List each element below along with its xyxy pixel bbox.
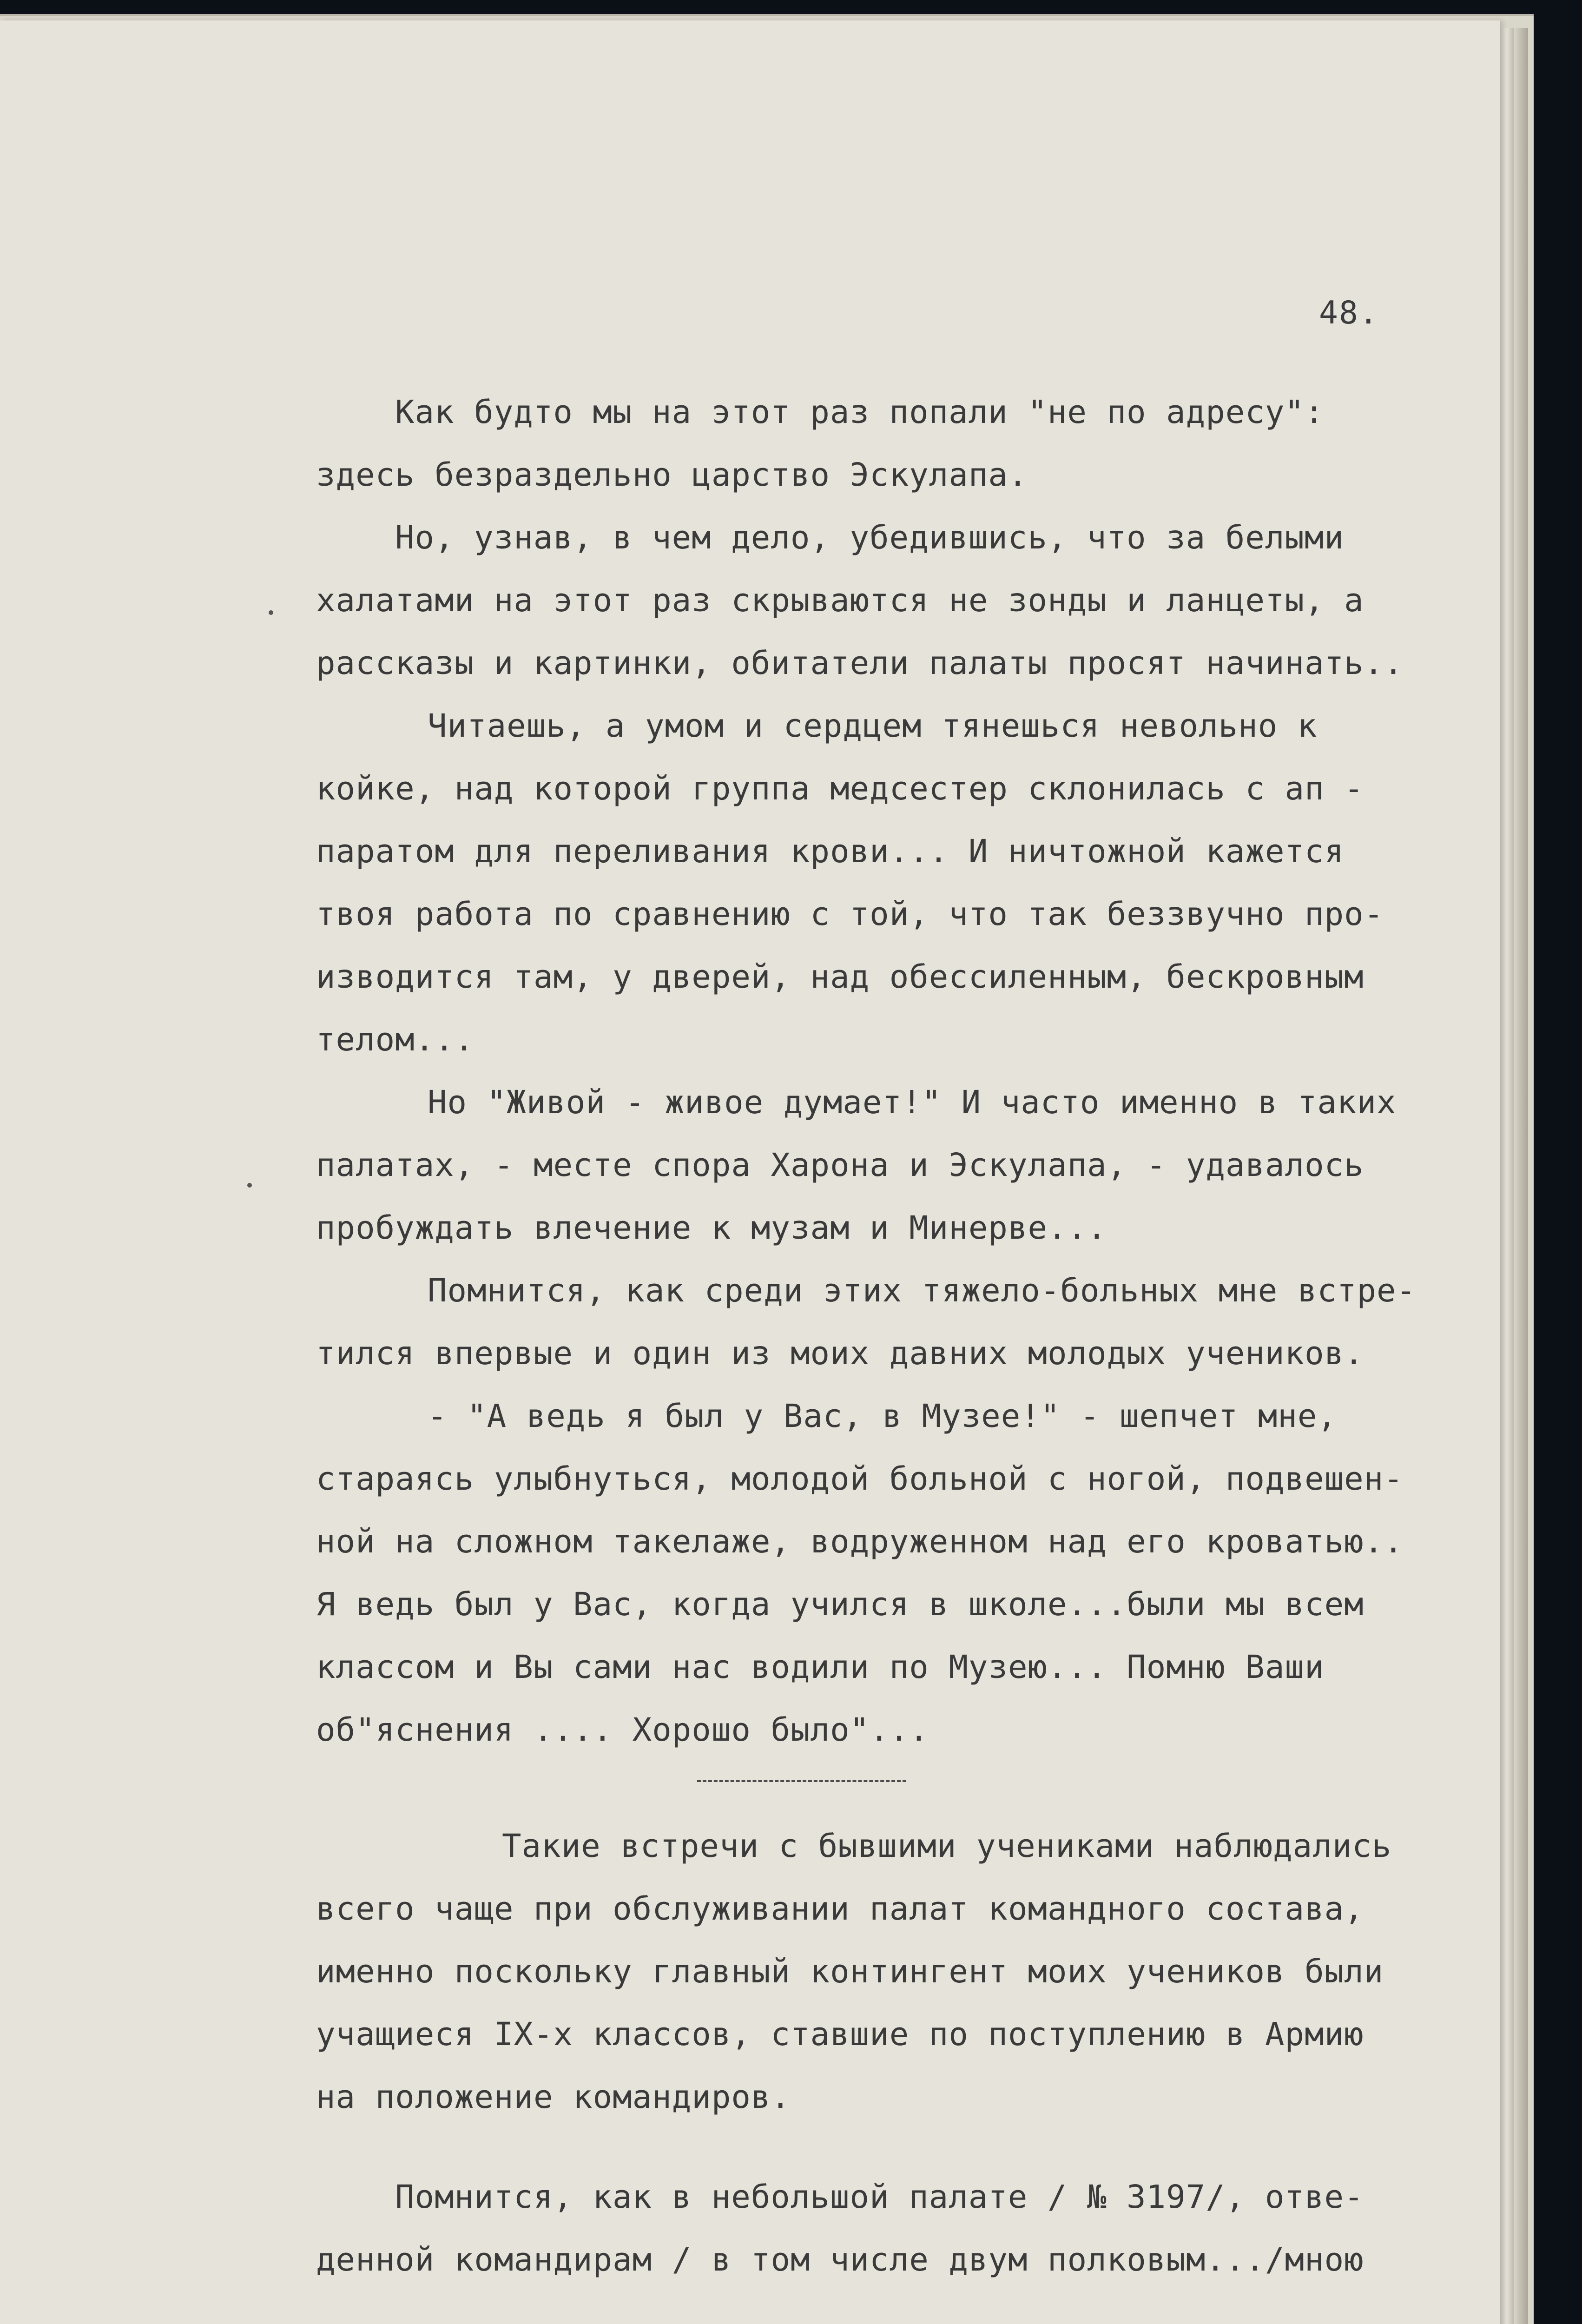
text-line: ной на сложном такелаже, водруженном над его кроватью.. xyxy=(316,1523,1404,1560)
text-line: изводится там, у дверей, над обессиленным, бескровным xyxy=(316,958,1364,996)
text-line: койке, над которой группа медсестер склонилась с ап - xyxy=(316,770,1364,807)
text-line: палатах, - месте спора Харона и Эскулапа, - удавалось xyxy=(316,1147,1364,1184)
text-block-second xyxy=(316,1815,1459,2129)
stray-mark xyxy=(247,1183,252,1188)
text-line: Помнится, как среди этих тяжело-больных мне встре- xyxy=(428,1272,1417,1309)
text-line: паратом для переливания крови... И ничтожной кажется xyxy=(316,833,1345,870)
text-line: пробуждать влечение к музам и Минерве... xyxy=(316,1209,1107,1247)
text-line: на положение командиров. xyxy=(316,2079,791,2116)
text-line: - "А ведь я был у Вас, в Музее!" - шепчет мне, xyxy=(428,1398,1337,1435)
text-block-main xyxy=(316,381,1459,1762)
text-line: Читаешь, а умом и сердцем тянешься невольно к xyxy=(428,707,1318,745)
text-line: об"яснения .... Хорошо было"... xyxy=(316,1711,929,1749)
text-line: тился впервые и один из моих давних молодых учеников. xyxy=(316,1335,1364,1372)
text-line: рассказы и картинки, обитатели палаты просят начинать.. xyxy=(316,645,1404,682)
text-line: здесь безраздельно царство Эскулапа. xyxy=(316,456,1028,494)
text-block-third xyxy=(316,2166,1459,2291)
text-line: Такие встречи с бывшими учениками наблюдались xyxy=(502,1828,1392,1865)
text-line: денной командирам / в том числе двум полковым.../мною xyxy=(316,2241,1364,2278)
text-line: телом... xyxy=(316,1021,475,1058)
text-line: Но, узнав, в чем дело, убедившись, что за белыми xyxy=(395,519,1344,556)
text-line: Помнится, как в небольшой палате / № 3197/, отве- xyxy=(395,2179,1364,2216)
text-line: всего чаще при обслуживании палат командного состава, xyxy=(316,1890,1364,1928)
text-line: твоя работа по сравнению с той, что так беззвучно про- xyxy=(316,896,1384,933)
text-line: именно поскольку главный контингент моих учеников были xyxy=(316,1953,1384,1990)
section-divider xyxy=(697,1780,906,1782)
page-edge-shadow xyxy=(1514,28,1528,2324)
text-line: Но "Живой - живое думает!" И часто именно в таких xyxy=(428,1084,1397,1121)
text-line: Я ведь был у Вас, когда учился в школе...были мы всем xyxy=(316,1586,1364,1623)
stray-mark xyxy=(269,610,273,615)
text-line: стараясь улыбнуться, молодой больной с ногой, подвешен- xyxy=(316,1460,1404,1498)
text-line: учащиеся IX-х классов, ставшие по поступлению в Армию xyxy=(316,2016,1364,2053)
text-line: халатами на этот раз скрываются не зонды и ланцеты, а xyxy=(316,582,1364,619)
text-line: классом и Вы сами нас водили по Музею... Помню Ваши xyxy=(316,1649,1325,1686)
text-line: Как будто мы на этот раз попали "не по адресу": xyxy=(395,394,1325,431)
page-number: 48. xyxy=(1319,295,1379,331)
